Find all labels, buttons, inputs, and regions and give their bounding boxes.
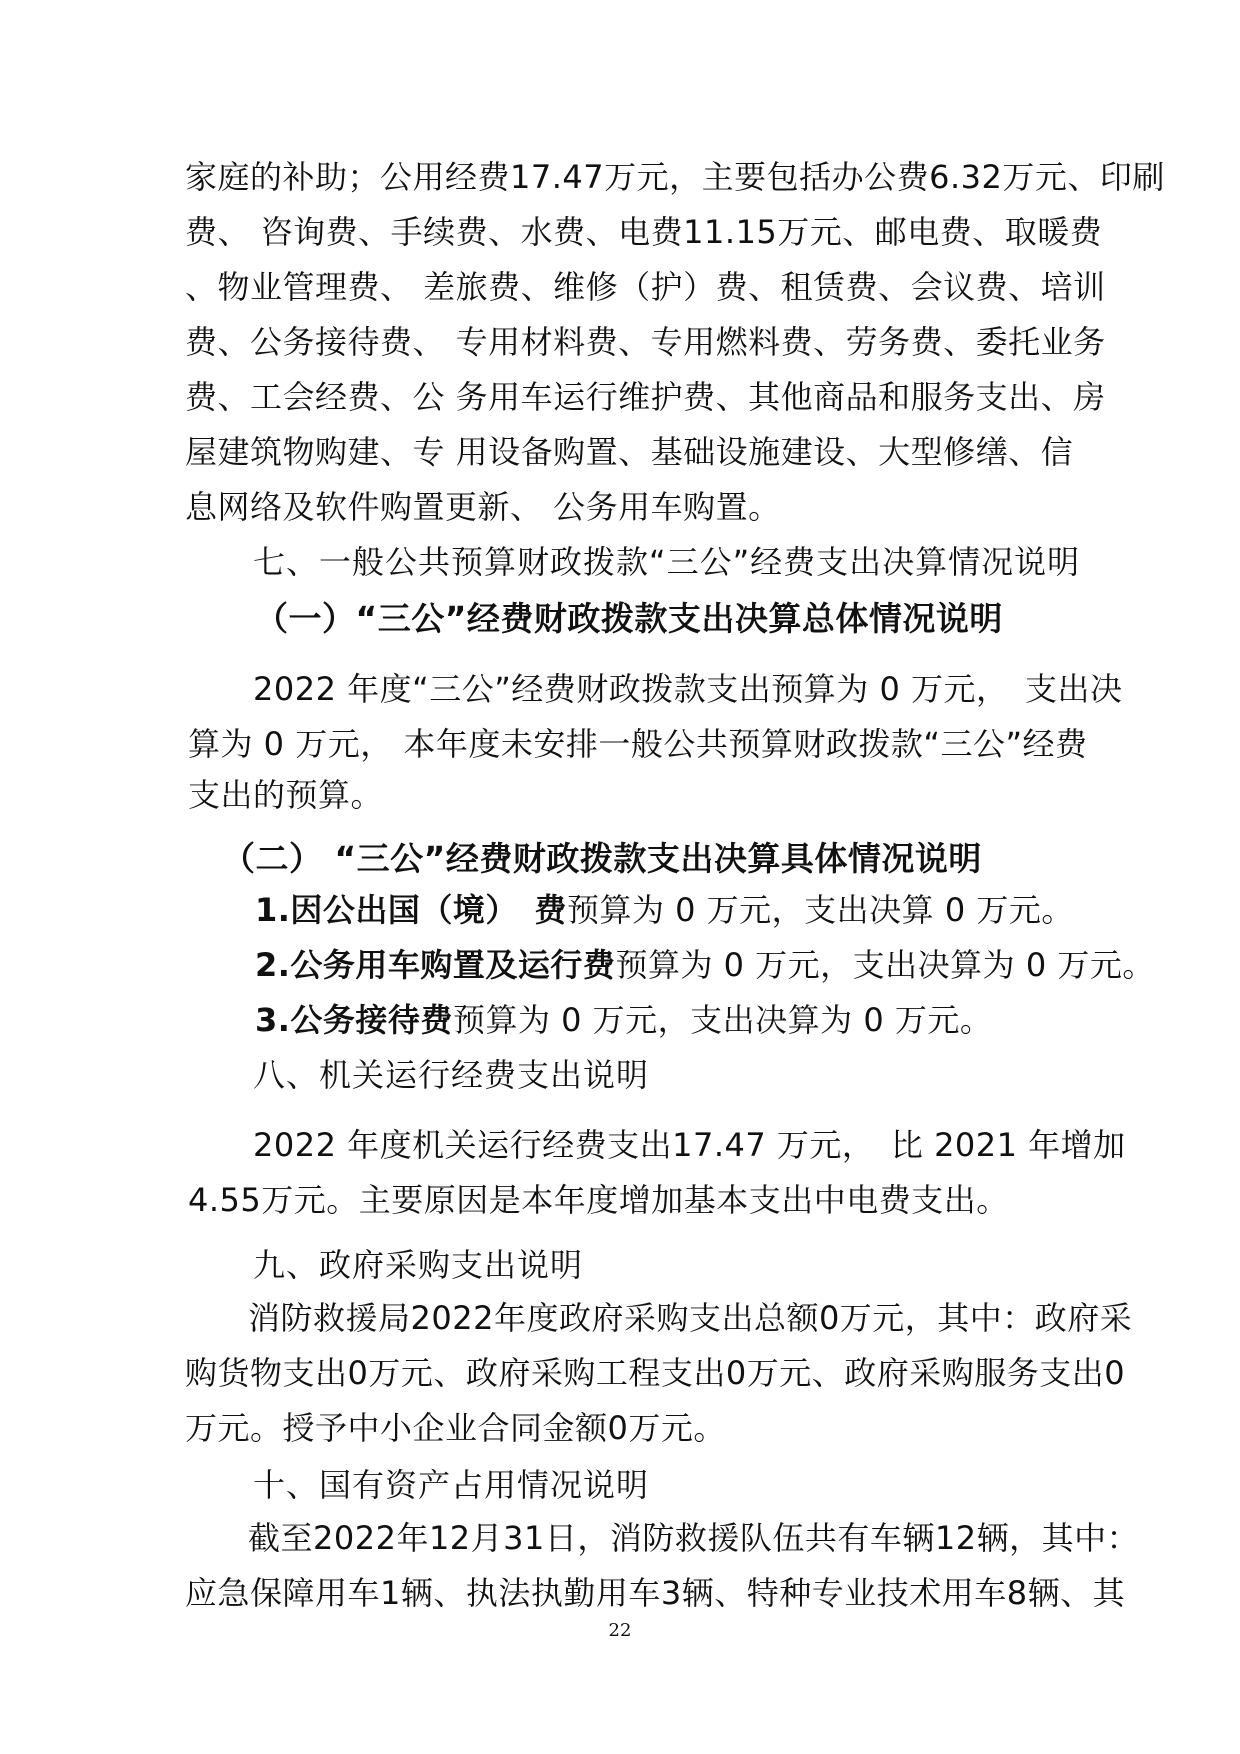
item-row-3 (255, 1000, 992, 1040)
section-title-seven: 七、一般公共预算财政拨款“三公”经费支出决算情况说明 (253, 543, 1081, 581)
paragraph-line: 2022 年度“三公”经费财政拨款支出预算为 0 万元， 支出决 (253, 670, 1123, 708)
paragraph-line: 截至2022年12月31日，消防救援队伍共有车辆12辆，其中： (248, 1519, 1140, 1557)
paragraph-line: 家庭的补助；公用经费17.47万元，主要包括办公费6.32万元、印刷 (185, 158, 1165, 196)
item-text: 预算为 0 万元，支出决算 0 万元。 (566, 891, 1074, 929)
paragraph-line: 、物业管理费、 差旅费、维修（护）费、租赁费、会议费、培训 (185, 268, 1106, 306)
paragraph-line: 息网络及软件购置更新、 公务用车购置。 (185, 488, 781, 526)
section-title-ten: 十、国有资产占用情况说明 (253, 1466, 650, 1504)
item-label: 2.公务用车购置及运行费 (255, 946, 616, 984)
item-label: 3.公务接待费 (255, 1001, 453, 1039)
section-title-nine: 九、政府采购支出说明 (253, 1246, 584, 1284)
paragraph-line: 购货物支出0万元、政府采购工程支出0万元、政府采购服务支出0 (185, 1354, 1126, 1392)
paragraph-line: 4.55万元。主要原因是本年度增加基本支出中电费支出。 (188, 1181, 1009, 1219)
paragraph-line: 费、 咨询费、手续费、水费、电费11.15万元、邮电费、取暖费 (185, 213, 1103, 251)
paragraph-line: 2022 年度机关运行经费支出17.47 万元， 比 2021 年增加 (253, 1126, 1126, 1164)
paragraph-line: 应急保障用车1辆、执法执勤用车3辆、特种专业技术用车8辆、其 (185, 1574, 1126, 1612)
subsection-title-2: （二） “三公”经费财政拨款支出决算具体情况说明 (222, 839, 982, 878)
section-title-eight: 八、机关运行经费支出说明 (253, 1056, 650, 1094)
page-number: 22 (608, 1620, 632, 1641)
item-row-1 (255, 890, 1074, 930)
paragraph-line: 消防救援局2022年度政府采购支出总额0万元，其中：政府采 (248, 1299, 1133, 1337)
paragraph-line: 费、工会经费、公 务用车运行维护费、其他商品和服务支出、房 (185, 378, 1106, 416)
paragraph-line: 支出的预算。 (188, 776, 384, 814)
item-text: 预算为 0 万元，支出决算为 0 万元。 (615, 946, 1155, 984)
item-label: 1.因公出国（境） 费 (255, 891, 567, 929)
paragraph-line: 万元。授予中小企业合同金额0万元。 (185, 1409, 726, 1447)
item-row-2 (255, 945, 1155, 985)
paragraph-line: 屋建筑物购建、专 用设备购置、基础设施建设、大型修缮、信 (185, 433, 1074, 471)
paragraph-line: 算为 0 万元， 本年度未安排一般公共预算财政拨款“三公”经费 (188, 725, 1088, 763)
item-text: 预算为 0 万元，支出决算为 0 万元。 (452, 1001, 993, 1039)
paragraph-line: 费、公务接待费、 专用材料费、专用燃料费、劳务费、委托业务 (185, 323, 1106, 361)
subsection-title-1: （一）“三公”经费财政拨款支出决算总体情况说明 (255, 599, 1003, 638)
